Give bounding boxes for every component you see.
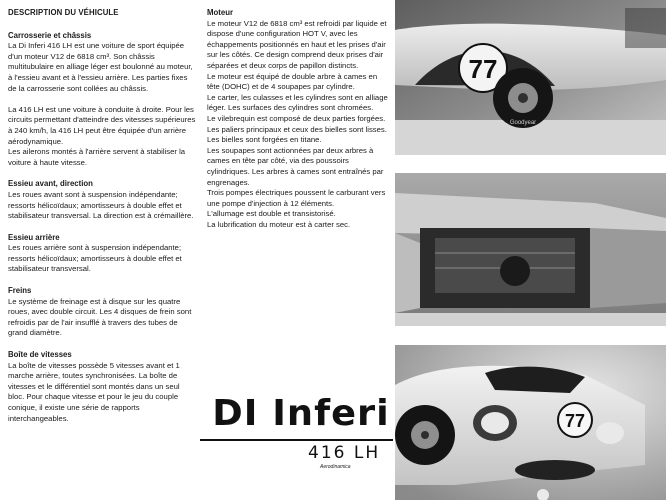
engine-paragraph: Le moteur V12 de 6818 cm³ est refroidi par liquide et dispose d'une configuration HOT V, avec les échappements positionnés en haut et les prises d'air sur les côtés. Ce design comprend deux prises d'air séparées et deux corps de papillon distincts. <box>207 18 387 70</box>
car-side-image <box>395 0 666 155</box>
section-heading: Essieu avant, direction <box>8 179 93 189</box>
middle-column <box>207 0 392 230</box>
section-heading: Moteur <box>207 8 233 17</box>
photo-engine-rear <box>395 173 666 326</box>
section-paragraph: Les ailerons montés à l'arrière servent à stabiliser la voiture à haute vitesse. <box>8 147 186 167</box>
section-paragraph: La Di Inferi 416 LH est une voiture de sport équipée d'un moteur V12 de 6818 cm³. Son châssis multitubulaire en alliage léger est boulonné au moteur, à l'essieu avant et à l'essieu arrière. Les parties fixes de la carrosserie sont collées au châssis. <box>8 41 193 93</box>
brand-logo <box>200 393 393 493</box>
photo-side-view <box>395 0 666 155</box>
section-heading: Freins <box>8 286 32 296</box>
engine-paragraph: Le moteur est équipé de double arbre à cames en tête (DOHC) et de 4 soupapes par cylindre. <box>207 71 378 92</box>
engine-paragraph: Le carter, les culasses et les cylindres sont en alliage léger. Les surfaces des cylindres sont chromées. <box>207 92 388 113</box>
car-front-image <box>395 345 666 500</box>
engine-paragraph: Le vilebrequin est composé de deux parties forgées. Les paliers principaux et ceux des bielles sont lisses. Les bielles sont forgées en titane. <box>207 113 387 145</box>
section-paragraph: Le système de freinage est à disque sur les quatre roues, avec double circuit. Les 4 disques de frein sont refroidis par de l'air insufflé à travers des tubes de grand diamètre. <box>8 296 192 338</box>
section-paragraph: La boîte de vitesses possède 5 vitesses avant et 1 marche arrière, toutes synchronisées. La boîte de vitesses et le différentiel sont montés dans un seul bloc. Pour chaque vitesse et pour le jeu du couple conique, il existe une série de rapports interchangeables. <box>8 360 180 423</box>
photo-front-view <box>395 345 666 500</box>
engine-image <box>395 173 666 326</box>
race-number: 77 <box>468 54 498 84</box>
section-heading: Carrosserie et châssis <box>8 30 92 40</box>
logo-model: 416 LH <box>308 443 381 463</box>
race-number: 77 <box>564 411 586 431</box>
section-paragraph: Les roues avant sont à suspension indépendante; ressorts hélicoïdaux; amortisseurs à double effet et stabilisateur transversal. La direction est à crémaillère. <box>8 189 194 221</box>
document-title: DESCRIPTION DU VÉHICULE <box>8 8 119 17</box>
engine-paragraph: Trois pompes électriques poussent le carburant vers une pompe d'injection à 12 éléments. <box>207 188 386 208</box>
section-brakes <box>8 286 196 339</box>
tyre-text: Goodyear <box>509 120 537 126</box>
section-paragraph: La 416 LH est une voiture à conduite à droite. Pour les circuits permettant d'atteindre des vitesses supérieures à 240 km/h, la 416 LH peut être équipée d'un arrière aérodynamique. <box>8 104 196 146</box>
section-chassis <box>8 31 196 169</box>
logo-name: DI Inferi <box>212 393 390 434</box>
section-heading: Essieu arrière <box>8 232 60 242</box>
left-column <box>8 0 196 435</box>
section-gearbox <box>8 350 196 424</box>
section-rear-axle <box>8 233 196 275</box>
logo-subtitle: Aerodinamica <box>320 464 351 470</box>
engine-paragraph: Les soupapes sont actionnées par deux arbres à cames en tête par côté, via des poussoirs cylindriques. Les arbres à cames sont entraînés par engrenages. <box>207 145 384 187</box>
engine-paragraph: La lubrification du moteur est à carter sec. <box>207 219 351 229</box>
logo-divider <box>200 439 393 441</box>
section-front-axle <box>8 179 196 221</box>
section-paragraph: Les roues arrière sont à suspension indépendante; ressorts hélicoïdaux; amortisseurs à double effet et stabilisateur transversal. <box>8 243 182 274</box>
section-heading: Boîte de vitesses <box>8 350 72 360</box>
engine-paragraph: L'allumage est double et transistorisé. <box>207 209 336 219</box>
